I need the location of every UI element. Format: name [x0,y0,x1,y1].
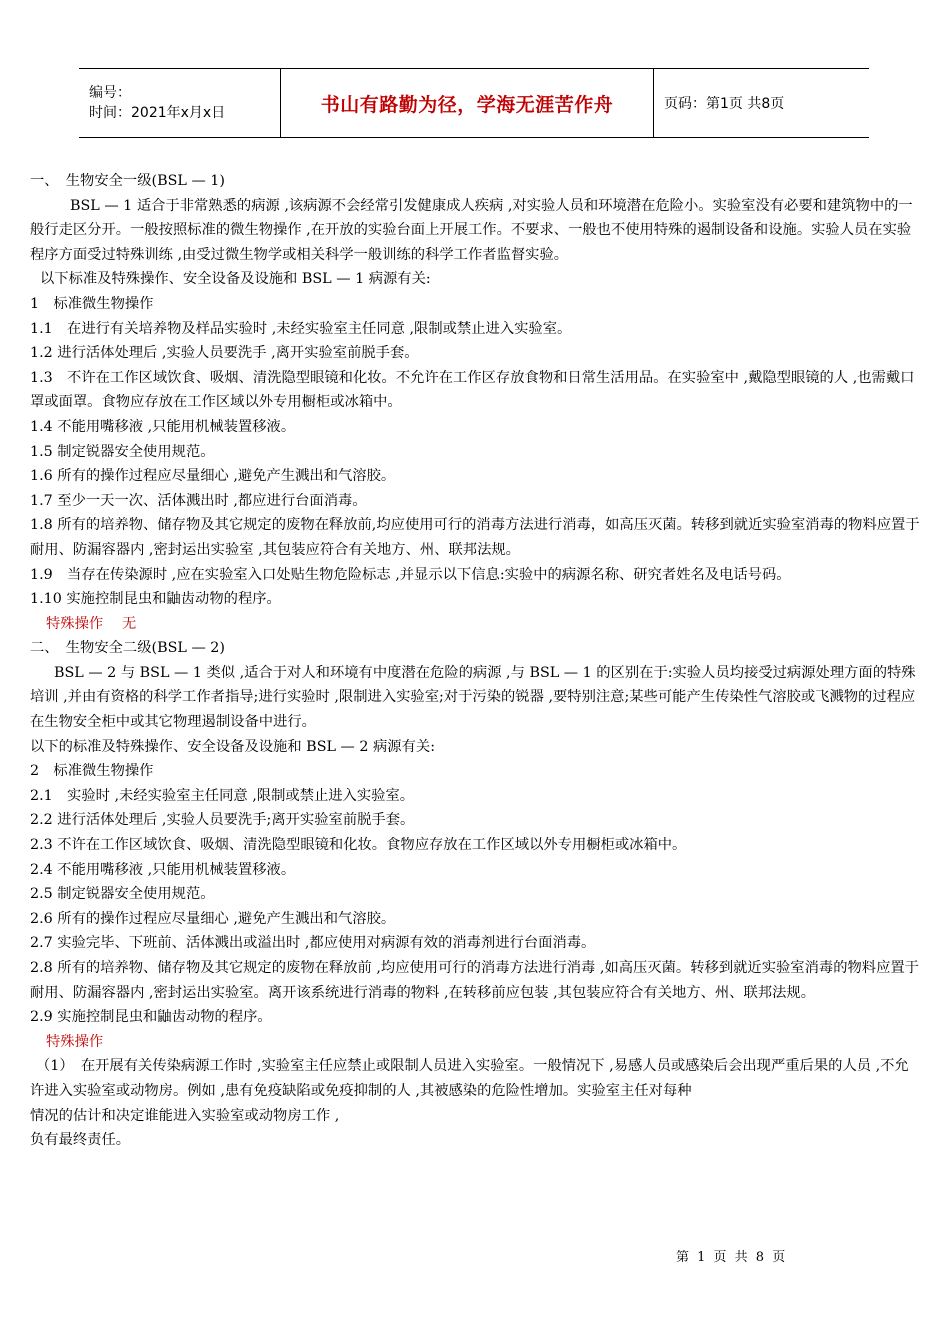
paragraph: 以下标准及特殊操作、安全设备及设施和 BSL — 1 病源有关: [40,271,431,288]
paragraph: BSL — 1 适合于非常熟悉的病源 ,该病源不会经常引发健康成人疾病 ,对实验人员和环境潜在危险小。实验室没有必要和建筑物中的一般行走区分开。一般按照标准的微生物操作 ,在开放的实验台面上开展工作。不要求、一般也不使用特殊的遏制设备和设施。实验人员在实验程序方面受过特殊训练 ,由受过微生物学或相关科学一般训练的科学工作者监督实验。 [30,197,913,263]
header-page-info: 页码：第1页 共8页 [664,96,785,112]
paragraph: 负有最终责任。 [30,1132,131,1149]
paragraph: 2.4 不能用嘴移液 ,只能用机械装置移液。 [30,861,296,878]
paragraph: 2.5 制定锐器安全使用规范。 [30,886,215,903]
paragraph: 二、 生物安全二级(BSL — 2) [30,640,225,657]
paragraph: 以下的标准及特殊操作、安全设备及设施和 BSL — 2 病源有关: [30,738,436,755]
paragraph: 1.9 当存在传染源时 ,应在实验室入口处贴生物危险标志 ,并显示以下信息:实验中的病源名称、研究者姓名及电话号码。 [30,566,791,583]
paragraph: 2.9 实施控制昆虫和鼬齿动物的程序。 [30,1009,272,1026]
paragraph: 2.2 进行活体处理后 ,实验人员要洗手;离开实验室前脱手套。 [30,812,415,829]
paragraph: 2.7 实验完毕、下班前、活体溅出或溢出时 ,都应使用对病源有效的消毒剂进行台面消毒。 [30,935,596,952]
paragraph: 1.4 不能用嘴移液 ,只能用机械装置移液。 [30,418,296,435]
paragraph: 1.6 所有的操作过程应尽量细心 ,避免产生溅出和气溶胶。 [30,468,396,485]
paragraph: （1） 在开展有关传染病源工作时 ,实验室主任应禁止或限制人员进入实验室。一般情况下 ,易感人员或感染后会出现严重后果的人员 ,不允许进入实验室或动物房。例如 ,患有免疫缺陷或免疫抑制的人 ,其被感染的危险性增加。实验室主任对每种 [30,1058,909,1099]
paragraph: 1.3 不许在工作区域饮食、吸烟、清洗隐型眼镜和化妆。不允许在工作区存放食物和日常生活用品。在实验室中 ,戴隐型眼镜的人 ,也需戴口罩或面罩。食物应存放在工作区域以外专用橱柜或冰箱中。 [30,369,915,411]
paragraph: 1.2 进行活体处理后 ,实验人员要洗手 ,离开实验室前脱手套。 [30,345,419,362]
paragraph: 一、 生物安全一级(BSL — 1) [30,173,225,189]
paragraph: 2.1 实验时 ,未经实验室主任同意 ,限制或禁止进入实验室。 [30,787,415,804]
paragraph: 1 标准微生物操作 [30,295,154,312]
paragraph: 1.5 制定锐器安全使用规范。 [30,443,215,460]
paragraph: 1.10 实施控制昆虫和鼬齿动物的程序。 [30,591,281,608]
document-number-label: 编号： [89,85,131,101]
page-footer: 第 1 页 共 8 页 [676,1250,786,1265]
paragraph: 情况的估计和决定谁能进入实验室或动物房工作 , [30,1107,340,1124]
paragraph: 2.6 所有的操作过程应尽量细心 ,避免产生溅出和气溶胶。 [30,910,396,927]
header-meta [79,69,281,137]
document-date: 时间：2021年x月x日 [89,105,226,121]
paragraph: 2.8 所有的培养物、储存物及其它规定的废物在释放前 ,均应使用可行的消毒方法进行消毒 ,如高压灭菌。转移到就近实验室消毒的物料应置于耐用、防漏容器内 ,密封运出实验室。离开该系统进行消毒的物料 ,在转移前应包装 ,其包装应符合有关地方、州、联邦法规。 [30,960,919,1001]
paragraph: BSL — 2 与 BSL — 1 类似 ,适合于对人和环境有中度潜在危险的病源 ,与 BSL — 1 的区别在于:实验人员均接受过病源处理方面的特殊培训 ,并由有资格的科学工作者指导;进行实验时 ,限制进入实验室;对于污染的锐器 ,要特别注意;某些可能产生传染性气溶胶或飞溅物的过程应在生物安全柜中或其它物理遏制设备中进行。 [30,664,916,731]
page-header [79,68,869,138]
paragraph: 特殊操作 无 [46,615,137,632]
document-body [30,169,920,1153]
paragraph: 1.1 在进行有关培养物及样品实验时 ,未经实验室主任同意 ,限制或禁止进入实验室。 [30,320,572,337]
paragraph: 1.8 所有的培养物、储存物及其它规定的废物在释放前,均应使用可行的消毒方法进行消毒，如高压灭菌。转移到就近实验室消毒的物料应置于耐用、防漏容器内 ,密封运出实验室 ,其包装应符合有关地方、州、联邦法规。 [30,517,920,558]
header-motto: 书山有路勤为径，学海无涯苦作舟 [281,69,654,137]
paragraph: 1.7 至少一天一次、活体溅出时 ,都应进行台面消毒。 [30,492,367,509]
paragraph: 2.3 不许在工作区域饮食、吸烟、清洗隐型眼镜和化妆。食物应存放在工作区域以外专用橱柜或冰箱中。 [30,837,687,854]
paragraph: 特殊操作 [46,1033,104,1050]
paragraph: 2 标准微生物操作 [30,763,154,780]
